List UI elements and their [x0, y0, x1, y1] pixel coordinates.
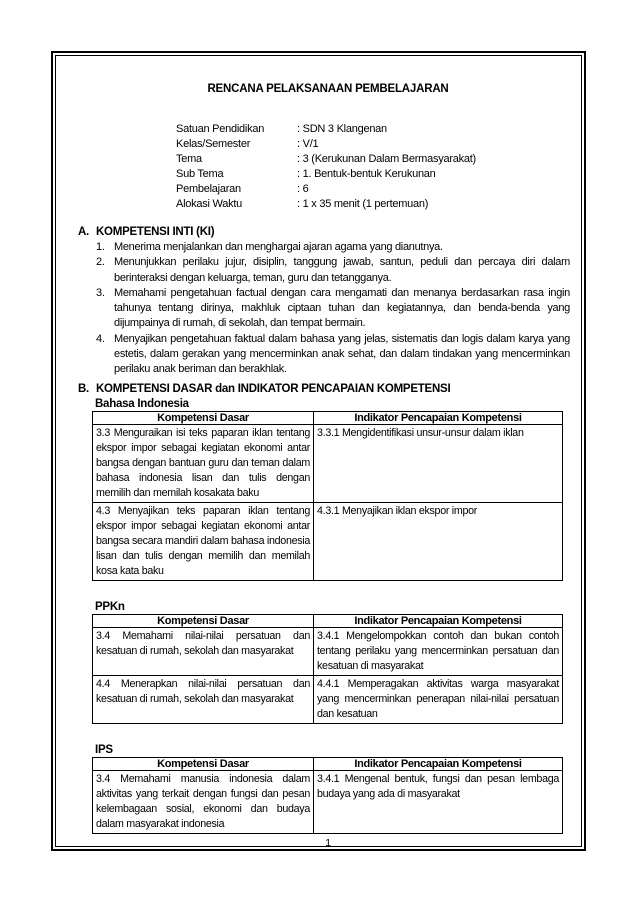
- table-header-row: [93, 615, 563, 628]
- info-value: : 1 x 35 menit (1 pertemuan): [297, 198, 429, 210]
- item-text: Menerima menjalankan dan menghargai ajaran agama yang dianutnya.: [114, 241, 443, 253]
- ipk-cell: 4.3.1 Menyajikan iklan ekspor impor: [314, 503, 563, 581]
- kd-cell: 3.4 Memahami nilai-nilai persatuan dan kesatuan di rumah, sekolah dan masyarakat: [93, 628, 314, 676]
- info-label: Sub Tema: [176, 168, 224, 180]
- info-value: : 3 (Kerukunan Dalam Bermasyarakat): [297, 153, 476, 165]
- item-text: Memahami pengetahuan factual dengan cara mengamati dan menanya berdasarkan rasa ingin tahunya tentang dirinya, makhluk ciptaan tuhan dan kegiatannya, dan benda-benda yang dijumpainya di rumah, di sekolah, dan tempat bermain.: [114, 286, 570, 330]
- column-header-ipk: Indikator Pencapaian Kompetensi: [314, 758, 563, 771]
- info-label: Pembelajaran: [176, 183, 241, 195]
- item-number: 3.: [96, 286, 105, 299]
- item-text: Menyajikan pengetahuan faktual dalam bahasa yang jelas, sistematis dan logis dalam karya yang estetis, dalam gerakan yang mencerminkan anak sehat, dan dalam tindakan yang mencerminkan perilaku anak beriman dan berakhlak.: [114, 332, 570, 376]
- section-title: KOMPETENSI INTI (KI): [96, 226, 215, 238]
- kd-cell: 3.3 Menguraikan isi teks paparan iklan tentang ekspor impor sebagai kegiatan ekonomi antar bangsa dengan bantuan guru dan teman dalam bahasa indonesia lisan dan tulis dengan memilih dan memilah kosakata baku: [93, 425, 314, 503]
- list-item: [78, 332, 570, 378]
- info-value: : 1. Bentuk-bentuk Kerukunan: [297, 168, 436, 180]
- info-label: Tema: [176, 153, 202, 165]
- ipk-cell: 3.3.1 Mengidentifikasi unsur-unsur dalam iklan: [314, 425, 563, 503]
- table-header-row: [93, 412, 563, 425]
- table-row: [93, 503, 563, 581]
- column-header-ipk: Indikator Pencapaian Kompetensi: [314, 615, 563, 628]
- list-item: [78, 240, 570, 255]
- item-number: 2.: [96, 256, 105, 269]
- column-header-kd: Kompetensi Dasar: [93, 412, 314, 425]
- table-header-row: [93, 758, 563, 771]
- info-value: : SDN 3 Klangenan: [297, 123, 387, 135]
- kd-table-ips: [92, 757, 563, 834]
- ipk-cell: 4.4.1 Memperagakan aktivitas warga masyarakat yang mencerminkan penerapan nilai-nilai persatuan dan kesatuan: [314, 676, 563, 724]
- section-kompetensi-dasar: [78, 382, 570, 834]
- ipk-cell: 3.4.1 Mengenal bentuk, fungsi dan pesan lembaga budaya yang ada di masyarakat: [314, 771, 563, 834]
- subject-title: IPS: [95, 744, 113, 756]
- ipk-cell: 3.4.1 Mengelompokkan contoh dan bukan contoh tentang perilaku yang mencerminkan persatuan dan kesatuan di masyarakat: [314, 628, 563, 676]
- document-title: RENCANA PELAKSANAAN PEMBELAJARAN: [207, 83, 449, 95]
- info-label: Kelas/Semester: [176, 138, 251, 150]
- kd-cell: 4.3 Menyajikan teks paparan iklan tentang ekspor impor sebagai kegiatan ekonomi antar bangsa secara mandiri dalam bahasa indonesia lisan dan tulis dengan memilih dan memilah kosa kata baku: [93, 503, 314, 581]
- column-header-kd: Kompetensi Dasar: [93, 615, 314, 628]
- column-header-kd: Kompetensi Dasar: [93, 758, 314, 771]
- kd-table-bahasa-indonesia: [92, 411, 563, 581]
- item-text: Menunjukkan perilaku jujur, disiplin, tanggung jawab, santun, peduli dan percaya diri dalam berinteraksi dengan keluarga, teman, guru dan tetangganya.: [114, 256, 570, 284]
- table-row: [93, 425, 563, 503]
- table-row: [93, 628, 563, 676]
- section-title: KOMPETENSI DASAR dan INDIKATOR PENCAPAIAN KOMPETENSI: [96, 383, 451, 395]
- kd-cell: 3.4 Memahami manusia indonesia dalam aktivitas yang terkait dengan fungsi dan pesan kelembagaan sosial, ekonomi dan budaya dalam masyarakat indonesia: [93, 771, 314, 834]
- section-heading: [78, 382, 570, 397]
- table-row: [93, 771, 563, 834]
- page-number: 1: [325, 837, 331, 849]
- section-letter: A.: [78, 226, 89, 238]
- subject-title: Bahasa Indonesia: [95, 398, 189, 410]
- table-row: [93, 676, 563, 724]
- kd-cell: 4.4 Menerapkan nilai-nilai persatuan dan kesatuan di rumah, sekolah dan masyarakat: [93, 676, 314, 724]
- list-item: [78, 286, 570, 332]
- kd-table-ppkn: [92, 614, 563, 724]
- info-label: Satuan Pendidikan: [176, 123, 265, 135]
- section-kompetensi-inti: [78, 225, 570, 378]
- info-label: Alokasi Waktu: [176, 198, 243, 210]
- section-heading: [78, 225, 570, 240]
- ki-list: [78, 240, 570, 378]
- info-value: : V/1: [297, 138, 319, 150]
- subject-title: PPKn: [95, 601, 125, 613]
- item-number: 4.: [96, 332, 105, 345]
- item-number: 1.: [96, 241, 105, 253]
- info-value: : 6: [297, 183, 309, 195]
- section-letter: B.: [78, 383, 89, 395]
- list-item: [78, 255, 570, 286]
- column-header-ipk: Indikator Pencapaian Kompetensi: [314, 412, 563, 425]
